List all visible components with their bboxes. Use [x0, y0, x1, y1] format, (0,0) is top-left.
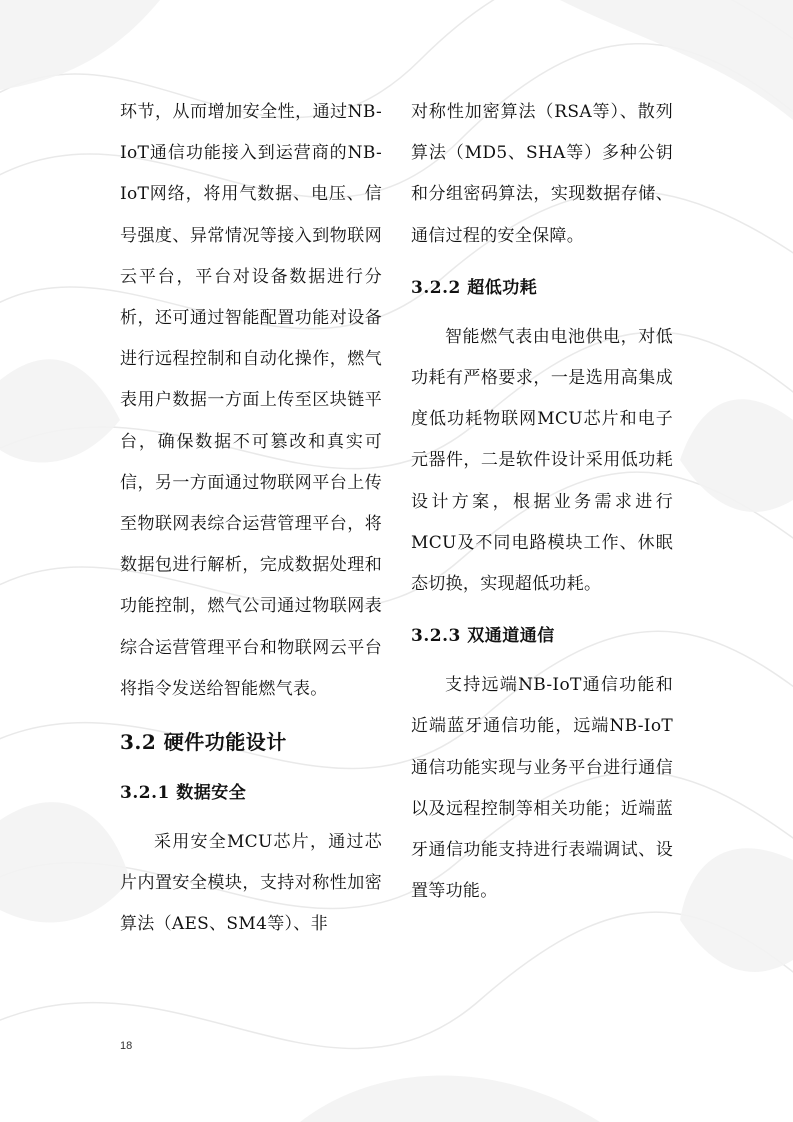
section-heading-3-2: 3.2 硬件功能设计 — [120, 730, 287, 755]
subsection-heading-3-2-2: 3.2.2 超低功耗 — [411, 277, 538, 298]
left-column — [120, 92, 382, 946]
body-paragraph: 采用安全MCU芯片，通过芯片内置安全模块，支持对称性加密算法（AES、SM4等）、非 — [120, 832, 382, 935]
right-column — [411, 92, 673, 912]
body-paragraph: 支持远端NB-IoT通信功能和近端蓝牙通信功能，远端NB-IoT通信功能实现与业务平台进行通信以及远程控制等相关功能；近端蓝牙通信功能支持进行表端调试、设置等功能。 — [411, 675, 673, 902]
subsection-heading-3-2-1: 3.2.1 数据安全 — [120, 783, 247, 804]
body-paragraph: 智能燃气表由电池供电，对低功耗有严格要求，一是选用高集成度低功耗物联网MCU芯片和电子元器件，二是软件设计采用低功耗设计方案，根据业务需求进行MCU及不同电路模块工作、休眠态切换，实现超低功耗。 — [411, 326, 673, 595]
subsection-heading-3-2-3: 3.2.3 双通道通信 — [411, 626, 555, 647]
page-number: 18 — [120, 1040, 133, 1052]
body-paragraph: 环节，从而增加安全性，通过NB-IoT通信功能接入到运营商的NB-IoT网络，将用气数据、电压、信号强度、异常情况等接入到物联网云平台，平台对设备数据进行分析，还可通过智能配置功能对设备进行远程控制和自动化操作，燃气表用户数据一方面上传至区块链平台，确保数据不可篡改和真实可信，另一方面通过物联网平台上传至物联网表综合运营管理平台，将数据包进行解析，完成数据处理和功能控制，燃气公司通过物联网表综合运营管理平台和物联网云平台将指令发送给智能燃气表。 — [120, 102, 382, 699]
body-paragraph: 对称性加密算法（RSA等）、散列算法（MD5、SHA等）多种公钥和分组密码算法，实现数据存储、通信过程的安全保障。 — [411, 102, 673, 246]
